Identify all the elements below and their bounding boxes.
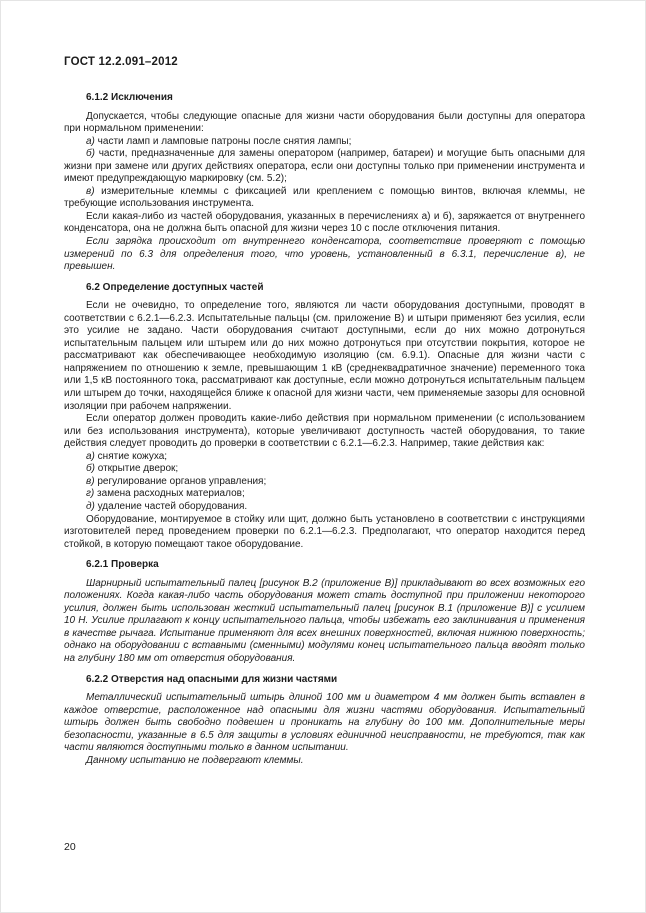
paragraph: Если не очевидно, то определение того, являются ли части оборудования доступными, проводят в соответствии с 6.2.1—6.2.3. Испытательные пальцы (см. приложение В) и штыри применяют без усилия, если это усилие не задано. Части оборудования считают доступными, если до них можно дотронуться испытательным пальцем или штырем или до них можно дотронуться при отсутствии покрытия, которое не рассматривают как обеспечивающее необходимую изоляцию (см. 6.9.1). Опасные для жизни части с напряжением по отношению к земле, превышающим 1 кВ (среднеквадратичное значение) переменного тока или 1,5 кВ постоянного тока, рассматривают как доступные, если можно дотронуться испытательным пальцем или штырем до точки, находящейся ближе к опасной для жизни части, чем применяемые зазоры для основной изоляции при рабочем напряжении. — [64, 300, 585, 412]
list-item: в) регулирование органов управления; — [86, 475, 267, 487]
list-item-marker: в) — [86, 185, 102, 197]
list-item-marker: г) — [86, 488, 98, 500]
list-item: б) открытие дверок; — [86, 463, 179, 475]
list-item-marker: б) — [86, 148, 99, 160]
section-heading: 6.1.2 Исключения — [86, 92, 173, 103]
list-item-marker: д) — [86, 500, 98, 512]
list-item-marker: а) — [86, 135, 98, 147]
list-item: б) части, предназначенные для замены оператором (например, батареи) и могущие быть опасными для жизни при замене или других действиях оператора, если они доступны только при применении инструмента и имеют предупреждающую маркировку (см. 5.2); — [64, 148, 586, 185]
list-item: а) части ламп и ламповые патроны после снятия лампы; — [86, 135, 352, 147]
section-heading: 6.2 Определение доступных частей — [86, 281, 264, 293]
list-item: а) снятие кожуха; — [86, 450, 168, 462]
section-heading: 6.2.2 Отверстия над опасными для жизни частями — [86, 673, 338, 685]
standard-designation-header: ГОСТ 12.2.091–2012 — [64, 56, 178, 68]
list-item-marker: в) — [86, 475, 98, 487]
paragraph: Допускается, чтобы следующие опасные для жизни части оборудования были доступны для оператора при нормальном применении: — [64, 110, 585, 135]
paragraph: Если какая-либо из частей оборудования, указанных в перечислениях а) и б), заряжается от внутреннего конденсатора, она не должна быть опасной для жизни через 10 с после отключения питания. — [64, 210, 585, 235]
paragraph: Если зарядка происходит от внутреннего конденсатора, соответствие проверяют с помощью измерений по 6.3 для определения того, что уровень, установленный в 6.3.1, перечисление в), не превышен. — [64, 236, 585, 273]
list-item: в) измерительные клеммы с фиксацией или креплением с помощью винтов, включая клеммы, не требующие использования инструмента. — [64, 185, 586, 210]
paragraph: Если оператор должен проводить какие-либо действия при нормальном применении (с использованием или без использования инструмента), которые увеличивают доступность частей оборудования, то такие действия следует проводить до проверки в соответствии с 6.2.1—6.2.3. Например, такие действия как: — [64, 413, 585, 450]
paragraph: Данному испытанию не подвергают клеммы. — [86, 754, 304, 766]
section-heading: 6.2.1 Проверка — [86, 559, 159, 571]
list-item: д) удаление частей оборудования. — [86, 500, 248, 512]
page-number: 20 — [64, 841, 76, 853]
paragraph: Шарнирный испытательный палец [рисунок В.2 (приложение В)] прикладывают во всех возможных его положениях. Когда какая-либо часть оборудования может стать доступной при приложении некоторого усилия, должен быть использован жесткий испытательный палец [рисунок В.1 (приложение В)] с усилием 10 Н. Усилие прилагают к концу испытательного пальца, чтобы избежать его заклинивания и применения в качестве рычага. Испытание применяют для всех внешних поверхностей, включая нижнюю поверхность; однако на оборудовании с вставными (сменными) модулями конец испытательного пальца вводят только на глубину 180 мм от отверстия оборудования. — [64, 577, 585, 664]
paragraph: Металлический испытательный штырь длиной 100 мм и диаметром 4 мм должен быть вставлен в каждое отверстие, расположенное над опасными для жизни частями оборудования. Испытательный штырь должен быть свободно подвешен и проникать на глубину до 100 мм. Дополнительные меры безопасности, указанные в 6.5 для защиты в условиях единичной неисправности, не требуются, так как части являются доступными только в данном испытании. — [64, 692, 585, 754]
document-body — [64, 92, 585, 767]
list-item: г) замена расходных материалов; — [86, 488, 245, 500]
list-item-marker: б) — [86, 463, 98, 475]
paragraph: Оборудование, монтируемое в стойку или щит, должно быть установлено в соответствии с инструкциями изготовителей перед проведением проверки по 6.2.1—6.2.3. Предполагают, что оператор находится перед стойкой, в которую помещают такое оборудование. — [64, 513, 585, 550]
list-item-marker: а) — [86, 450, 98, 462]
